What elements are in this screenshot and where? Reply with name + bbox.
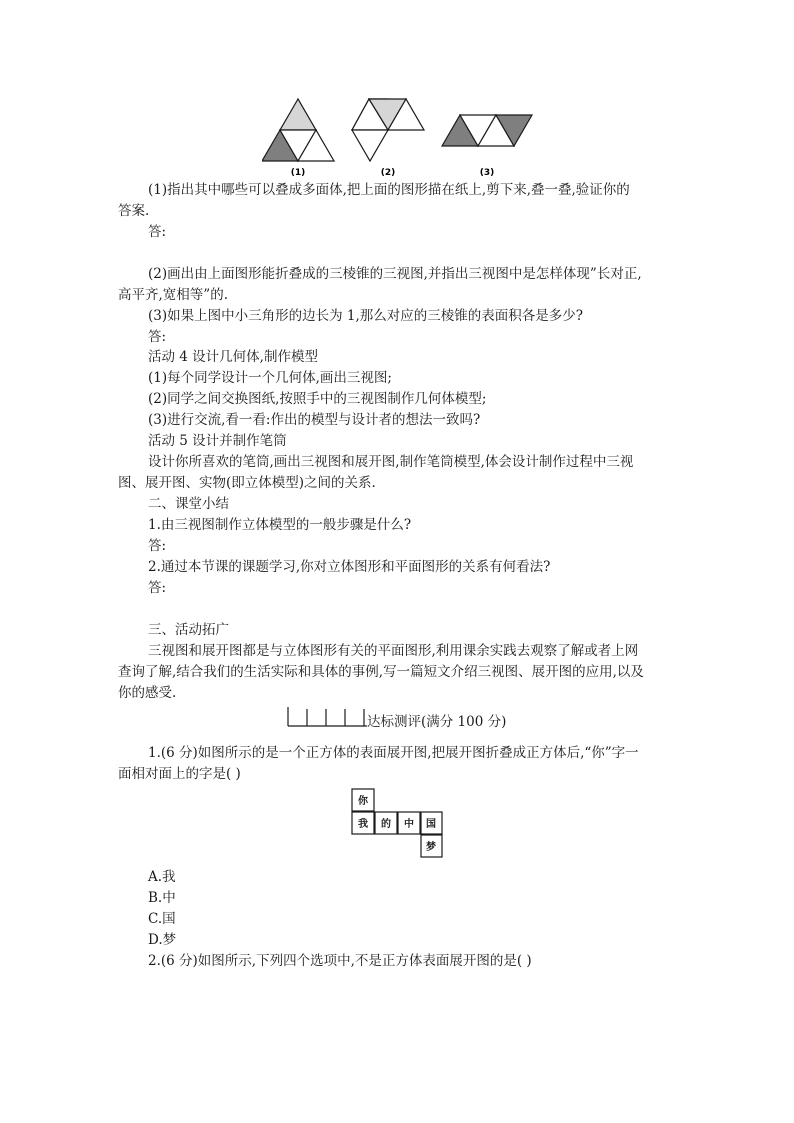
option-a: A.我 xyxy=(148,869,176,885)
answer-label: 答: xyxy=(148,224,167,240)
triangle-nets-figure xyxy=(262,96,542,178)
question-2-text: (2)画出由上面图形能折叠成的三棱锥的三视图,并指出三视图中是怎样体现”长对正, xyxy=(148,266,642,282)
cube-char-guo: 国 xyxy=(426,819,436,830)
net-1-label: (1) xyxy=(290,168,306,178)
activity-4-step-3: (3)进行交流,看一看:作出的模型与设计者的想法一致吗? xyxy=(148,412,481,428)
net-2 xyxy=(352,99,424,178)
activity-4-step-1: (1)每个同学设计一个几何体,画出三视图; xyxy=(148,370,392,386)
option-b: B.中 xyxy=(148,890,176,906)
extension-text-cont: 查询了解,结合我们的生活实际和具体的事例,写一篇短文介绍三视图、展开图的应用,以及 xyxy=(118,664,644,680)
cube-char-de: 的 xyxy=(381,819,391,830)
evaluation-marker-icon xyxy=(287,706,367,728)
extension-text: 三视图和展开图都是与立体图形有关的平面图形,利用课余实践去观察了解或者上网 xyxy=(148,643,639,659)
section-2-heading: 二、课堂小结 xyxy=(148,496,229,512)
net-1 xyxy=(262,99,334,178)
test-question-1-cont: 面相对面上的字是( ) xyxy=(118,766,241,782)
section-3-heading: 三、活动拓广 xyxy=(148,622,229,638)
question-2-text-cont: 高平齐,宽相等”的. xyxy=(118,287,228,303)
answer-label: 答: xyxy=(148,329,167,345)
evaluation-heading: 达标测评(满分 100 分) xyxy=(367,714,507,730)
test-question-1: 1.(6 分)如图所示的是一个正方体的表面展开图,把展开图折叠成正方体后,“你”字一 xyxy=(148,745,639,761)
activity-4-heading: 活动 4 设计几何体,制作模型 xyxy=(148,349,318,365)
question-1-text: (1)指出其中哪些可以叠成多面体,把上面的图形描在纸上,剪下来,叠一叠,验证你的 xyxy=(148,182,630,198)
test-question-2: 2.(6 分)如图所示,下列四个选项中,不是正方体表面展开图的是( ) xyxy=(148,953,532,969)
activity-5-text: 设计你所喜欢的笔筒,画出三视图和展开图,制作笔筒模型,体会设计制作过程中三视 xyxy=(148,454,634,470)
net-3-label: (3) xyxy=(479,168,495,178)
net-3 xyxy=(442,115,532,178)
option-c: C.国 xyxy=(148,911,176,927)
activity-5-heading: 活动 5 设计并制作笔筒 xyxy=(148,433,287,449)
question-3-text: (3)如果上图中小三角形的边长为 1,那么对应的三棱锥的表面积各是多少? xyxy=(148,308,584,324)
net-2-label: (2) xyxy=(380,168,396,178)
activity-5-text-cont: 图、展开图、实物(即立体模型)之间的关系. xyxy=(118,475,376,491)
cube-char-wo: 我 xyxy=(358,819,368,830)
net-2-bottom-triangle xyxy=(352,130,388,161)
summary-question-1: 1.由三视图制作立体模型的一般步骤是什么? xyxy=(148,517,412,533)
question-1-text-cont: 答案. xyxy=(118,203,150,219)
net-1-top-triangle xyxy=(280,99,316,130)
activity-4-step-2: (2)同学之间交换图纸,按照手中的三视图制作几何体模型; xyxy=(148,391,487,407)
summary-question-2: 2.通过本节课的课题学习,你对立体图形和平面图形的关系有何看法? xyxy=(148,559,551,575)
cube-char-ni: 你 xyxy=(358,796,368,807)
option-d: D.梦 xyxy=(148,932,177,948)
answer-label: 答: xyxy=(148,580,167,596)
cube-char-meng: 梦 xyxy=(426,842,436,853)
extension-text-end: 你的感受. xyxy=(118,685,177,701)
answer-label: 答: xyxy=(148,538,167,554)
cube-char-zhong: 中 xyxy=(404,819,414,830)
cube-net-figure xyxy=(351,788,443,858)
